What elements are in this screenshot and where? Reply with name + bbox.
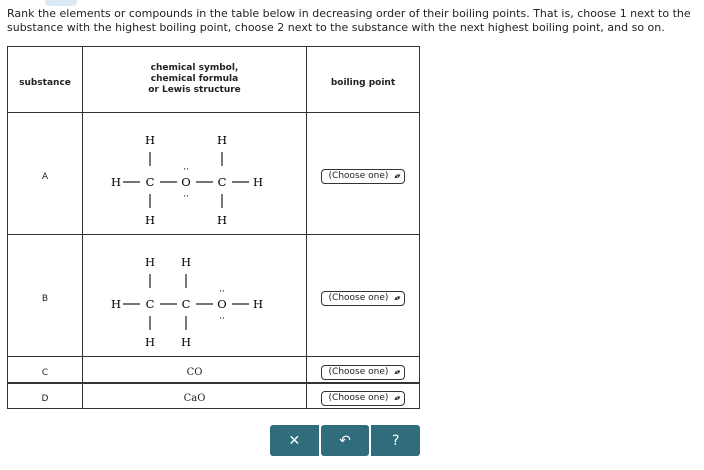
- lewis-structure-b: [83, 235, 307, 357]
- svg-text:··: ··: [218, 286, 225, 297]
- svg-text:H: H: [110, 174, 121, 189]
- structure-header: chemical symbol, chemical formula or Lewis structure: [83, 47, 307, 113]
- boiling-point-select-cell: [307, 383, 420, 409]
- lewis-structure-ethanol: [110, 246, 280, 346]
- boiling-point-select-d[interactable]: (Choose one) ▴▾: [321, 391, 406, 406]
- table-row: [8, 113, 420, 235]
- svg-text:H: H: [144, 212, 155, 224]
- table-row: [8, 235, 420, 357]
- substance-label: D: [8, 383, 83, 409]
- boiling-point-select-cell: [307, 357, 420, 383]
- svg-text:O: O: [216, 296, 227, 311]
- svg-text:C: C: [181, 296, 190, 311]
- svg-text:C: C: [217, 174, 226, 189]
- svg-text:H: H: [144, 254, 155, 269]
- table-row: [8, 357, 420, 383]
- ranking-table: [7, 46, 420, 409]
- lewis-structure-dimethyl-ether: [110, 124, 280, 224]
- close-button[interactable]: [270, 425, 319, 456]
- help-button[interactable]: [371, 425, 420, 456]
- chemical-formula-c: CO: [83, 357, 307, 383]
- substance-label: B: [8, 235, 83, 357]
- undo-button[interactable]: [321, 425, 370, 456]
- close-icon: ✕: [288, 432, 301, 449]
- boiling-point-select-a[interactable]: (Choose one) ▴▾: [321, 169, 406, 184]
- select-arrows-icon: ▴▾: [394, 172, 400, 180]
- top-tab-hint: [45, 0, 77, 6]
- boiling-point-select-b[interactable]: (Choose one) ▴▾: [321, 291, 406, 306]
- substance-label: C: [8, 357, 83, 383]
- svg-text:··: ··: [182, 164, 189, 175]
- select-arrows-icon: ▴▾: [394, 294, 400, 302]
- svg-text:H: H: [252, 174, 263, 189]
- svg-text:H: H: [216, 212, 227, 224]
- svg-text:H: H: [144, 132, 155, 147]
- svg-text:H: H: [110, 296, 121, 311]
- chemical-formula-d: CaO: [83, 383, 307, 409]
- help-icon: ?: [391, 432, 400, 449]
- boiling-point-select-cell: [307, 113, 420, 235]
- select-arrows-icon: ▴▾: [394, 367, 400, 376]
- table-header-row: [8, 47, 420, 113]
- lewis-structure-a: [83, 113, 307, 235]
- action-button-bar: [270, 425, 420, 456]
- question-prompt: Rank the elements or compounds in the table below in decreasing order of their boiling points. That is, choose 1 next to the substance with the highest boiling point, choose 2 next to the substance with the next highest boiling point, and so on.: [7, 7, 691, 34]
- boiling-point-select-cell: [307, 235, 420, 357]
- table-row: [8, 383, 420, 409]
- svg-text:H: H: [252, 296, 263, 311]
- svg-text:H: H: [216, 132, 227, 147]
- substance-header: substance: [8, 47, 83, 113]
- svg-text:··: ··: [218, 313, 225, 324]
- svg-text:H: H: [144, 334, 155, 346]
- svg-text:C: C: [145, 174, 154, 189]
- select-arrows-icon: ▴▾: [394, 394, 400, 403]
- svg-text:O: O: [180, 174, 191, 189]
- svg-text:C: C: [145, 296, 154, 311]
- boiling-point-select-c[interactable]: (Choose one) ▴▾: [321, 365, 406, 380]
- svg-text:H: H: [180, 254, 191, 269]
- substance-label: A: [8, 113, 83, 235]
- boiling-point-header: boiling point: [307, 47, 420, 113]
- svg-text:H: H: [180, 334, 191, 346]
- svg-text:··: ··: [182, 191, 189, 202]
- undo-icon: ↶: [339, 432, 351, 449]
